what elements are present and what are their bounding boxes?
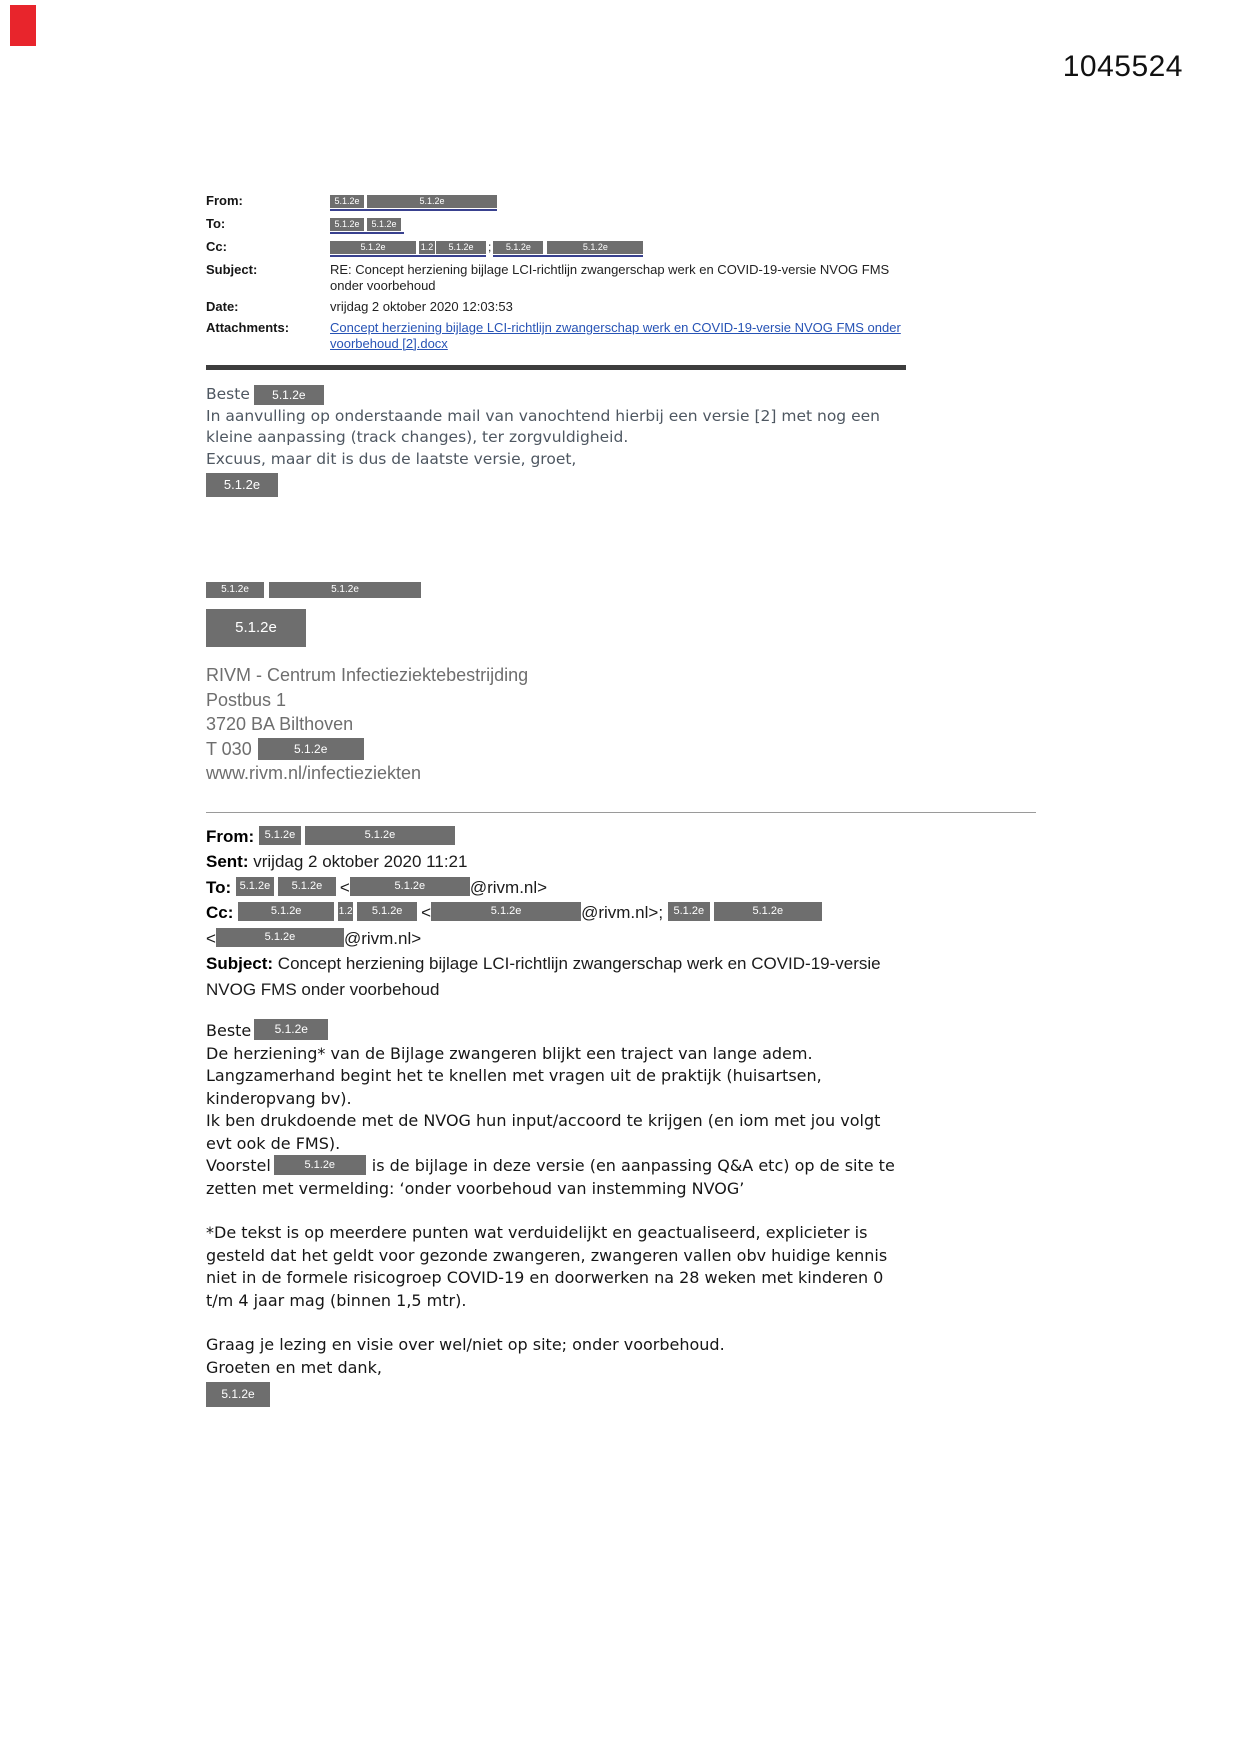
redaction-box: 5.1.2e: [547, 241, 643, 254]
email1-from-value: [330, 193, 906, 211]
email-signature: [206, 581, 906, 786]
email1-cc-label: Cc:: [206, 239, 227, 254]
redaction-box: 5.1.2e: [367, 218, 401, 231]
redaction-box-signoff: 5.1.2e: [206, 473, 278, 497]
redaction-box: 5.1.2e: [367, 195, 497, 208]
signature-address1: Postbus 1: [206, 689, 287, 710]
redaction-box-signoff: 5.1.2e: [206, 1382, 270, 1407]
redaction-box: 5.1.2e: [330, 218, 364, 231]
email2-paragraph-2: *De tekst is op meerdere punten wat verduidelijkt en geactualiseerd, explicieter is gesteld dat het geldt voor gezonde zwangeren, zwangeren vallen obv huidige kennis niet in de formele risicogroep COVID-19 en doorwerken na 28 weken met kinderen 0 t/m 4 jaar mag (binnen 1,5 mtr).: [206, 1223, 888, 1310]
redaction-box: 5.1.2e: [330, 195, 364, 208]
redaction-box: 5.1.2e: [668, 902, 710, 921]
redaction-box: 5.1.2e: [493, 241, 543, 254]
email1-header: [206, 193, 906, 352]
redaction-box: 5.1.2e: [254, 385, 324, 405]
email2-cc-row: Cc: 5.1.2e 1.2 5.1.2e < 5.1.2e @rivm.nl>; 5.1.2e 5.1.2e: [206, 900, 906, 926]
email2-paragraph-1b: Langzamerhand begint het te knellen met vragen uit de praktijk (huisartsen, kinderopvang bv).: [206, 1066, 822, 1108]
signature-phone: T 030 5.1.2e: [206, 737, 906, 762]
email1-paragraph-1: In aanvulling op onderstaande mail van vanochtend hierbij een versie [2] met nog een kleine aanpassing (track changes), ter zorgvuldigheid.: [206, 406, 880, 446]
redaction-box: 5.1.2e: [436, 241, 486, 254]
email1-date-label: Date:: [206, 299, 239, 314]
redaction-box: 5.1.2e: [236, 877, 274, 896]
email2-paragraph-1a: De herziening* van de Bijlage zwangeren blijkt een traject van lange adem.: [206, 1043, 813, 1063]
email2-voorstel-line: Voorstel 5.1.2e is de bijlage in deze versie (en aanpassing Q&A etc) op de site te zetten met vermelding: ‘onder voorbehoud van instemming NVOG’: [206, 1156, 895, 1198]
email2-salutation: Beste 5.1.2e: [206, 1019, 906, 1043]
email2-header: [206, 824, 906, 1003]
redaction-box: 5.1.2e: [274, 1155, 366, 1175]
email1-salutation: Beste 5.1.2e: [206, 384, 906, 406]
redaction-box: 5.1.2e: [238, 902, 334, 921]
red-corner-mark: [10, 5, 36, 46]
email1-to-value: [330, 216, 906, 234]
cc-separator: ;: [488, 240, 492, 254]
email2-paragraph-3a: Graag je lezing en visie over wel/niet op site; onder voorbehoud.: [206, 1335, 725, 1354]
redaction-box: 5.1.2e: [259, 826, 301, 845]
redaction-box: 5.1.2e: [350, 877, 470, 896]
email1-subject-label: Subject:: [206, 262, 258, 277]
redaction-box: 5.1.2e: [305, 826, 455, 845]
redaction-box: 5.1.2e: [431, 902, 581, 921]
signature-lines: [206, 663, 906, 786]
redaction-box: 5.1.2e: [206, 582, 264, 598]
email2-paragraph-3b: Groeten en met dank,: [206, 1357, 382, 1377]
redaction-box-partial: 1.2: [420, 242, 434, 253]
document-page: [206, 193, 906, 1407]
email2-sent-row: Sent: vrijdag 2 oktober 2020 11:21: [206, 852, 468, 871]
email1-subject-value: RE: Concept herziening bijlage LCI-richtlijn zwangerschap werk en COVID-19-versie NVOG FMS onder voorbehoud: [330, 262, 890, 293]
redaction-box: 5.1.2e: [357, 902, 417, 921]
redaction-box: 5.1.2e: [269, 582, 421, 598]
email2-cc-row2: < 5.1.2e @rivm.nl>: [206, 928, 422, 948]
email2-from-row: From: 5.1.2e 5.1.2e: [206, 824, 906, 850]
attachment-link[interactable]: Concept herziening bijlage LCI-richtlijn zwangerschap werk en COVID-19-versie NVOG FMS onder voorbehoud [2].docx: [330, 320, 901, 351]
redaction-box-partial: 1.2: [338, 902, 353, 921]
email1-date-value: vrijdag 2 oktober 2020 12:03:53: [330, 299, 513, 314]
email1-cc-value: [330, 239, 906, 257]
redaction-box: 5.1.2e: [330, 241, 416, 254]
signature-org: RIVM - Centrum Infectieziektebestrijding: [206, 665, 529, 685]
redaction-box: 5.1.2e: [278, 877, 336, 896]
email1-from-label: From:: [206, 193, 243, 208]
header-divider-rule: [206, 365, 906, 370]
email2-to-row: To: 5.1.2e 5.1.2e < 5.1.2e @rivm.nl>: [206, 877, 548, 897]
redaction-box: 5.1.2e: [254, 1019, 328, 1040]
email2-body: [206, 1019, 906, 1407]
email1-paragraph-2: Excuus, maar dit is dus de laatste versie, groet,: [206, 449, 577, 468]
signature-name-row: [206, 581, 906, 599]
blank-line: [206, 1200, 906, 1222]
email1-to-label: To:: [206, 216, 226, 231]
email2-paragraph-1c: Ik ben drukdoende met de NVOG hun input/accoord te krijgen (en iom met jou volgt evt ook de FMS).: [206, 1111, 881, 1153]
signature-website: www.rivm.nl/infectieziekten: [206, 763, 422, 783]
blank-line: [206, 1312, 906, 1334]
redaction-box: 5.1.2e: [216, 928, 344, 947]
signature-address2: 3720 BA Bilthoven: [206, 714, 354, 734]
email-divider-rule: [206, 812, 1036, 813]
email2-subject-row: Subject: Concept herziening bijlage LCI-richtlijn zwangerschap werk en COVID-19-versie NVOG FMS onder voorbehoud: [206, 954, 881, 999]
redaction-box-large: 5.1.2e: [206, 609, 306, 647]
email1-body: [206, 384, 906, 497]
redaction-box: 5.1.2e: [714, 902, 822, 921]
email1-attachments-label: Attachments:: [206, 320, 290, 335]
document-number: 1045524: [1062, 50, 1183, 83]
redaction-box: 5.1.2e: [258, 738, 364, 760]
